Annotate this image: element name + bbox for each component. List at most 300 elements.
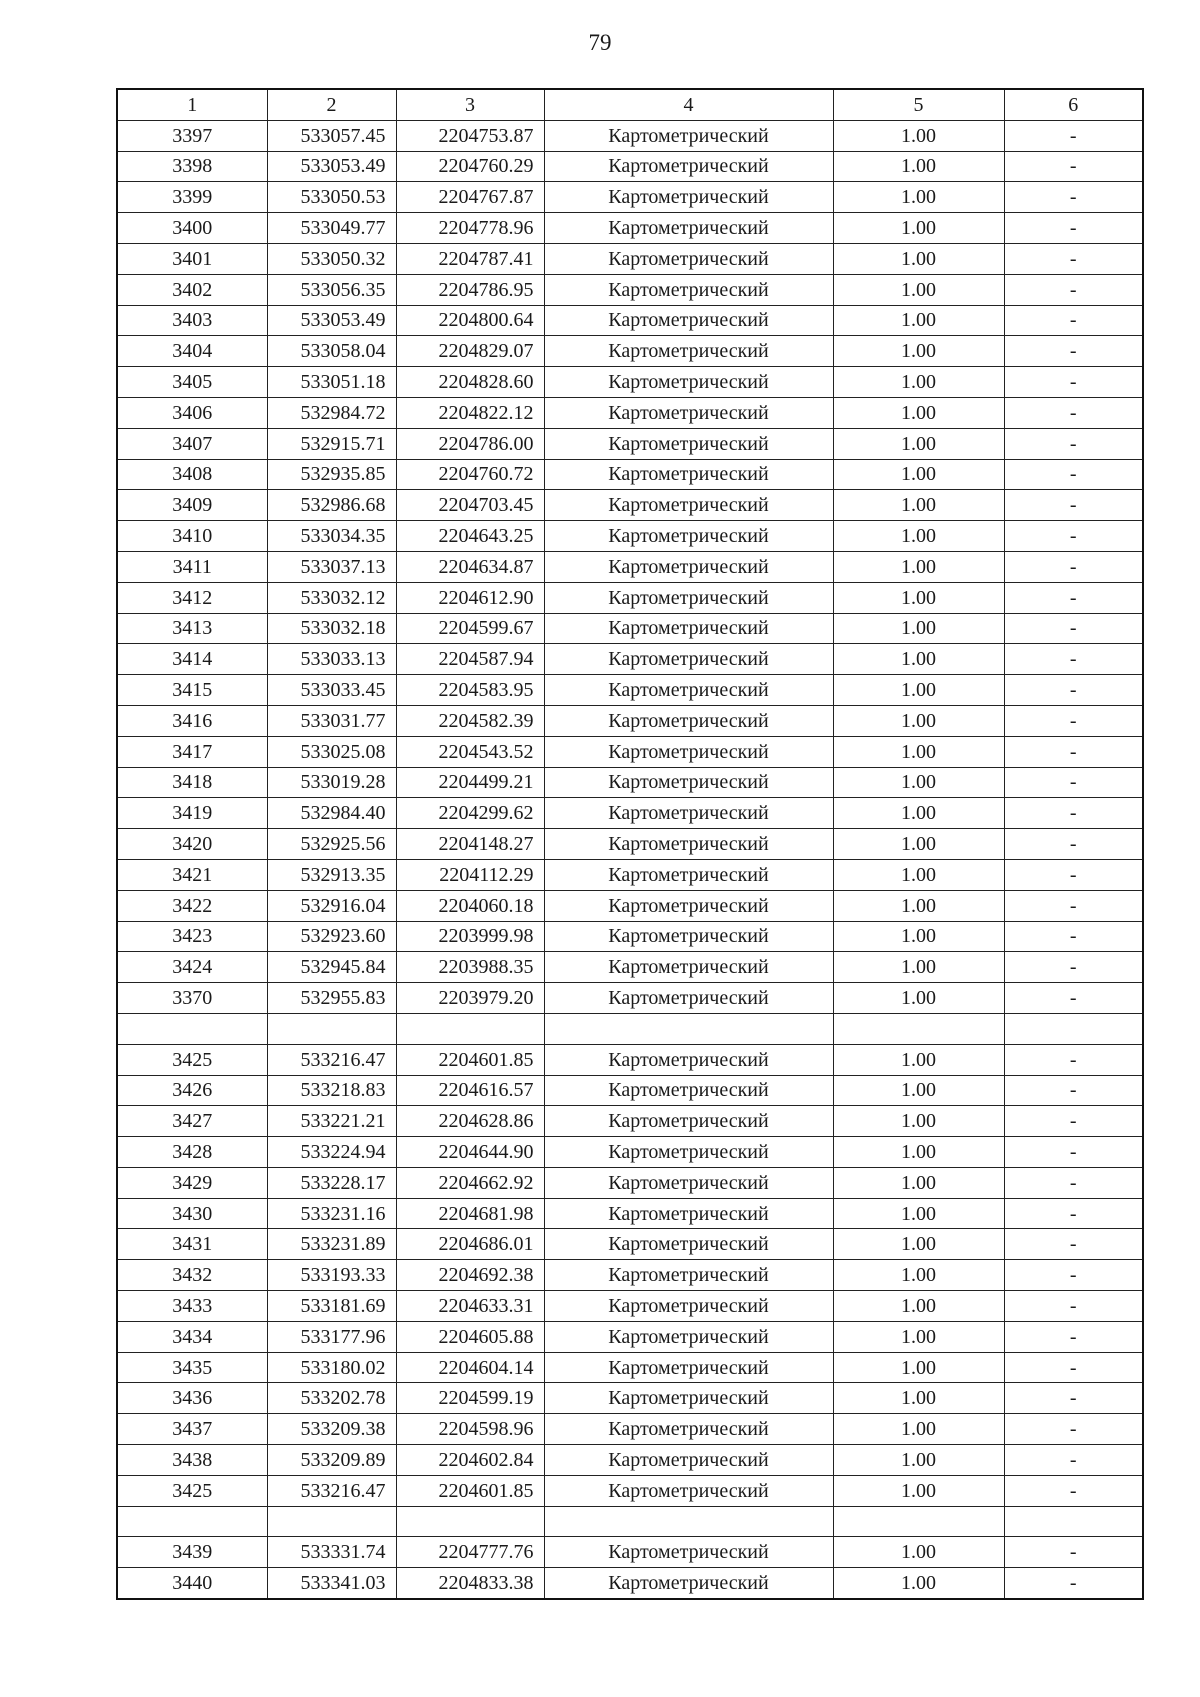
method-cell: Картометрический [544,1137,833,1168]
y-coordinate-cell: 2204601.85 [396,1044,544,1075]
point-number-cell: 3429 [117,1167,267,1198]
note-cell: - [1004,798,1143,829]
y-coordinate-cell: 2204634.87 [396,551,544,582]
accuracy-cell: 1.00 [833,243,1004,274]
y-coordinate-cell: 2204829.07 [396,336,544,367]
x-coordinate-cell: 532986.68 [267,490,396,521]
y-coordinate-cell: 2204599.67 [396,613,544,644]
point-number-cell: 3407 [117,428,267,459]
y-coordinate-cell: 2204786.95 [396,274,544,305]
method-cell: Картометрический [544,490,833,521]
table-row [117,613,1143,644]
method-cell: Картометрический [544,1445,833,1476]
note-cell: - [1004,1291,1143,1322]
point-number-cell: 3401 [117,243,267,274]
method-cell: Картометрический [544,551,833,582]
y-coordinate-cell: 2204112.29 [396,859,544,890]
point-number-cell: 3421 [117,859,267,890]
accuracy-cell: 1.00 [833,1044,1004,1075]
table-row [117,1506,1143,1537]
point-number-cell: 3422 [117,890,267,921]
point-number-cell: 3436 [117,1383,267,1414]
x-coordinate-cell: 533053.49 [267,151,396,182]
table-row [117,952,1143,983]
x-coordinate-cell: 533202.78 [267,1383,396,1414]
table-row [117,521,1143,552]
accuracy-cell: 1.00 [833,274,1004,305]
accuracy-cell: 1.00 [833,798,1004,829]
table-header-row [117,89,1143,120]
method-cell: Картометрический [544,829,833,860]
x-coordinate-cell: 533031.77 [267,705,396,736]
method-cell: Картометрический [544,1044,833,1075]
y-coordinate-cell: 2204703.45 [396,490,544,521]
point-number-cell: 3410 [117,521,267,552]
x-coordinate-cell: 533177.96 [267,1321,396,1352]
x-coordinate-cell: 533057.45 [267,120,396,151]
note-cell: - [1004,767,1143,798]
accuracy-cell: 1.00 [833,151,1004,182]
note-cell: - [1004,890,1143,921]
table-row [117,182,1143,213]
column-header-4: 4 [544,89,833,120]
accuracy-cell: 1.00 [833,675,1004,706]
y-coordinate-cell: 2204628.86 [396,1106,544,1137]
table-row [117,1352,1143,1383]
table-row [117,1198,1143,1229]
accuracy-cell: 1.00 [833,305,1004,336]
note-cell: - [1004,1198,1143,1229]
method-cell: Картометрический [544,1321,833,1352]
point-number-cell: 3399 [117,182,267,213]
note-cell: - [1004,120,1143,151]
y-coordinate-cell: 2204777.76 [396,1537,544,1568]
x-coordinate-cell: 533033.13 [267,644,396,675]
method-cell: Картометрический [544,120,833,151]
note-cell: - [1004,397,1143,428]
table-row [117,274,1143,305]
x-coordinate-cell: 533049.77 [267,213,396,244]
x-coordinate-cell: 532923.60 [267,921,396,952]
table-row [117,829,1143,860]
accuracy-cell: 1.00 [833,1414,1004,1445]
y-coordinate-cell: 2203988.35 [396,952,544,983]
accuracy-cell: 1.00 [833,859,1004,890]
point-number-cell: 3402 [117,274,267,305]
note-cell: - [1004,921,1143,952]
method-cell [544,1013,833,1044]
x-coordinate-cell: 533019.28 [267,767,396,798]
method-cell: Картометрический [544,582,833,613]
y-coordinate-cell: 2204644.90 [396,1137,544,1168]
note-cell: - [1004,613,1143,644]
table-row [117,490,1143,521]
y-coordinate-cell: 2204692.38 [396,1260,544,1291]
table-row [117,983,1143,1014]
note-cell: - [1004,459,1143,490]
accuracy-cell: 1.00 [833,1291,1004,1322]
accuracy-cell: 1.00 [833,459,1004,490]
y-coordinate-cell: 2204760.72 [396,459,544,490]
table-row [117,1075,1143,1106]
note-cell: - [1004,582,1143,613]
note-cell: - [1004,644,1143,675]
x-coordinate-cell: 532984.40 [267,798,396,829]
y-coordinate-cell [396,1013,544,1044]
table-row [117,367,1143,398]
y-coordinate-cell: 2204612.90 [396,582,544,613]
y-coordinate-cell: 2204148.27 [396,829,544,860]
note-cell: - [1004,1229,1143,1260]
y-coordinate-cell: 2203979.20 [396,983,544,1014]
method-cell: Картометрический [544,151,833,182]
y-coordinate-cell: 2203999.98 [396,921,544,952]
column-header-3: 3 [396,89,544,120]
note-cell: - [1004,490,1143,521]
y-coordinate-cell: 2204060.18 [396,890,544,921]
note-cell [1004,1013,1143,1044]
x-coordinate-cell: 533058.04 [267,336,396,367]
point-number-cell: 3418 [117,767,267,798]
note-cell: - [1004,428,1143,459]
method-cell: Картометрический [544,1291,833,1322]
method-cell: Картометрический [544,859,833,890]
y-coordinate-cell: 2204767.87 [396,182,544,213]
table-row [117,644,1143,675]
point-number-cell: 3415 [117,675,267,706]
note-cell: - [1004,305,1143,336]
note-cell: - [1004,1075,1143,1106]
x-coordinate-cell: 532955.83 [267,983,396,1014]
x-coordinate-cell: 533209.38 [267,1414,396,1445]
y-coordinate-cell: 2204833.38 [396,1568,544,1599]
x-coordinate-cell: 533193.33 [267,1260,396,1291]
note-cell [1004,1506,1143,1537]
point-number-cell: 3426 [117,1075,267,1106]
point-number-cell: 3439 [117,1537,267,1568]
method-cell: Картометрический [544,459,833,490]
note-cell: - [1004,521,1143,552]
method-cell: Картометрический [544,952,833,983]
accuracy-cell: 1.00 [833,1229,1004,1260]
point-number-cell: 3431 [117,1229,267,1260]
y-coordinate-cell: 2204786.00 [396,428,544,459]
column-header-2: 2 [267,89,396,120]
x-coordinate-cell: 533231.89 [267,1229,396,1260]
method-cell: Картометрический [544,1537,833,1568]
column-header-5: 5 [833,89,1004,120]
method-cell: Картометрический [544,983,833,1014]
x-coordinate-cell: 533181.69 [267,1291,396,1322]
note-cell: - [1004,829,1143,860]
accuracy-cell: 1.00 [833,644,1004,675]
accuracy-cell: 1.00 [833,428,1004,459]
accuracy-cell: 1.00 [833,1445,1004,1476]
method-cell [544,1506,833,1537]
accuracy-cell: 1.00 [833,890,1004,921]
note-cell: - [1004,1445,1143,1476]
point-number-cell: 3406 [117,397,267,428]
table-row [117,1568,1143,1599]
x-coordinate-cell: 533032.18 [267,613,396,644]
accuracy-cell: 1.00 [833,1167,1004,1198]
x-coordinate-cell: 533224.94 [267,1137,396,1168]
point-number-cell: 3434 [117,1321,267,1352]
point-number-cell: 3438 [117,1445,267,1476]
x-coordinate-cell: 533053.49 [267,305,396,336]
note-cell: - [1004,1044,1143,1075]
method-cell: Картометрический [544,1475,833,1506]
y-coordinate-cell: 2204582.39 [396,705,544,736]
table-row [117,428,1143,459]
accuracy-cell: 1.00 [833,1383,1004,1414]
x-coordinate-cell: 533228.17 [267,1167,396,1198]
y-coordinate-cell: 2204778.96 [396,213,544,244]
x-coordinate-cell: 533180.02 [267,1352,396,1383]
table-row [117,1229,1143,1260]
table-row [117,551,1143,582]
x-coordinate-cell: 533216.47 [267,1044,396,1075]
note-cell: - [1004,1537,1143,1568]
accuracy-cell: 1.00 [833,1475,1004,1506]
x-coordinate-cell: 533231.16 [267,1198,396,1229]
table-row [117,705,1143,736]
table-row [117,1291,1143,1322]
x-coordinate-cell: 533037.13 [267,551,396,582]
accuracy-cell: 1.00 [833,1321,1004,1352]
note-cell: - [1004,1167,1143,1198]
note-cell: - [1004,675,1143,706]
x-coordinate-cell: 533051.18 [267,367,396,398]
point-number-cell: 3424 [117,952,267,983]
x-coordinate-cell [267,1506,396,1537]
table-row [117,1137,1143,1168]
column-header-1: 1 [117,89,267,120]
note-cell: - [1004,1475,1143,1506]
table-row [117,151,1143,182]
method-cell: Картометрический [544,274,833,305]
y-coordinate-cell: 2204616.57 [396,1075,544,1106]
method-cell: Картометрический [544,1167,833,1198]
y-coordinate-cell: 2204822.12 [396,397,544,428]
table-row [117,767,1143,798]
method-cell: Картометрический [544,1414,833,1445]
method-cell: Картометрический [544,798,833,829]
table-row [117,1383,1143,1414]
column-header-6: 6 [1004,89,1143,120]
point-number-cell: 3411 [117,551,267,582]
method-cell: Картометрический [544,397,833,428]
accuracy-cell: 1.00 [833,1106,1004,1137]
table-row [117,336,1143,367]
table-row [117,1321,1143,1352]
y-coordinate-cell: 2204605.88 [396,1321,544,1352]
y-coordinate-cell: 2204686.01 [396,1229,544,1260]
y-coordinate-cell: 2204681.98 [396,1198,544,1229]
method-cell: Картометрический [544,890,833,921]
accuracy-cell: 1.00 [833,613,1004,644]
note-cell: - [1004,182,1143,213]
note-cell: - [1004,551,1143,582]
table-row [117,1445,1143,1476]
note-cell: - [1004,1568,1143,1599]
point-number-cell: 3425 [117,1475,267,1506]
x-coordinate-cell: 533033.45 [267,675,396,706]
accuracy-cell: 1.00 [833,1137,1004,1168]
x-coordinate-cell: 532925.56 [267,829,396,860]
table-row [117,798,1143,829]
point-number-cell: 3423 [117,921,267,952]
method-cell: Картометрический [544,428,833,459]
method-cell: Картометрический [544,367,833,398]
accuracy-cell: 1.00 [833,213,1004,244]
x-coordinate-cell: 533221.21 [267,1106,396,1137]
accuracy-cell: 1.00 [833,1075,1004,1106]
note-cell: - [1004,274,1143,305]
accuracy-cell: 1.00 [833,397,1004,428]
point-number-cell: 3405 [117,367,267,398]
x-coordinate-cell: 532916.04 [267,890,396,921]
accuracy-cell [833,1013,1004,1044]
point-number-cell: 3413 [117,613,267,644]
table-row [117,1260,1143,1291]
table-row [117,305,1143,336]
point-number-cell: 3370 [117,983,267,1014]
accuracy-cell: 1.00 [833,120,1004,151]
method-cell: Картометрический [544,336,833,367]
y-coordinate-cell: 2204753.87 [396,120,544,151]
table-row [117,859,1143,890]
note-cell: - [1004,151,1143,182]
y-coordinate-cell: 2204601.85 [396,1475,544,1506]
table-row [117,1537,1143,1568]
x-coordinate-cell: 533034.35 [267,521,396,552]
method-cell: Картометрический [544,921,833,952]
method-cell: Картометрический [544,767,833,798]
x-coordinate-cell: 533341.03 [267,1568,396,1599]
point-number-cell: 3428 [117,1137,267,1168]
accuracy-cell: 1.00 [833,1260,1004,1291]
method-cell: Картометрический [544,613,833,644]
point-number-cell: 3416 [117,705,267,736]
x-coordinate-cell: 533216.47 [267,1475,396,1506]
point-number-cell: 3430 [117,1198,267,1229]
method-cell: Картометрический [544,1229,833,1260]
method-cell: Картометрический [544,1075,833,1106]
method-cell: Картометрический [544,182,833,213]
table-row [117,736,1143,767]
table-row [117,1044,1143,1075]
y-coordinate-cell: 2204543.52 [396,736,544,767]
accuracy-cell: 1.00 [833,521,1004,552]
table-row [117,213,1143,244]
note-cell: - [1004,243,1143,274]
note-cell: - [1004,1414,1143,1445]
point-number-cell: 3398 [117,151,267,182]
point-number-cell [117,1013,267,1044]
note-cell: - [1004,1260,1143,1291]
accuracy-cell: 1.00 [833,490,1004,521]
point-number-cell: 3420 [117,829,267,860]
y-coordinate-cell: 2204599.19 [396,1383,544,1414]
table-row [117,1106,1143,1137]
point-number-cell [117,1506,267,1537]
note-cell: - [1004,983,1143,1014]
page-number: 79 [588,30,612,55]
method-cell: Картометрический [544,644,833,675]
accuracy-cell: 1.00 [833,1352,1004,1383]
accuracy-cell: 1.00 [833,705,1004,736]
y-coordinate-cell: 2204787.41 [396,243,544,274]
coordinates-table [116,88,1144,1600]
note-cell: - [1004,336,1143,367]
table-row [117,921,1143,952]
x-coordinate-cell: 532945.84 [267,952,396,983]
method-cell: Картометрический [544,1198,833,1229]
y-coordinate-cell: 2204598.96 [396,1414,544,1445]
point-number-cell: 3433 [117,1291,267,1322]
x-coordinate-cell: 533331.74 [267,1537,396,1568]
point-number-cell: 3400 [117,213,267,244]
method-cell: Картометрический [544,213,833,244]
accuracy-cell: 1.00 [833,336,1004,367]
accuracy-cell: 1.00 [833,829,1004,860]
note-cell: - [1004,705,1143,736]
note-cell: - [1004,213,1143,244]
point-number-cell: 3412 [117,582,267,613]
y-coordinate-cell: 2204587.94 [396,644,544,675]
x-coordinate-cell: 532915.71 [267,428,396,459]
point-number-cell: 3414 [117,644,267,675]
x-coordinate-cell: 533032.12 [267,582,396,613]
y-coordinate-cell: 2204800.64 [396,305,544,336]
accuracy-cell: 1.00 [833,1568,1004,1599]
accuracy-cell: 1.00 [833,182,1004,213]
method-cell: Картометрический [544,521,833,552]
table-row [117,890,1143,921]
table-row [117,459,1143,490]
method-cell: Картометрический [544,736,833,767]
method-cell: Картометрический [544,1568,833,1599]
point-number-cell: 3408 [117,459,267,490]
y-coordinate-cell: 2204299.62 [396,798,544,829]
method-cell: Картометрический [544,675,833,706]
x-coordinate-cell: 533050.53 [267,182,396,213]
accuracy-cell: 1.00 [833,983,1004,1014]
method-cell: Картометрический [544,1106,833,1137]
point-number-cell: 3432 [117,1260,267,1291]
y-coordinate-cell: 2204760.29 [396,151,544,182]
accuracy-cell: 1.00 [833,1198,1004,1229]
x-coordinate-cell: 533218.83 [267,1075,396,1106]
table-body [117,120,1143,1599]
x-coordinate-cell: 532984.72 [267,397,396,428]
accuracy-cell: 1.00 [833,736,1004,767]
note-cell: - [1004,736,1143,767]
x-coordinate-cell: 533209.89 [267,1445,396,1476]
note-cell: - [1004,367,1143,398]
y-coordinate-cell: 2204828.60 [396,367,544,398]
note-cell: - [1004,1137,1143,1168]
table-row [117,120,1143,151]
point-number-cell: 3404 [117,336,267,367]
table-row [117,675,1143,706]
method-cell: Картометрический [544,305,833,336]
y-coordinate-cell: 2204643.25 [396,521,544,552]
x-coordinate-cell [267,1013,396,1044]
table-row [117,397,1143,428]
table-row [117,1013,1143,1044]
